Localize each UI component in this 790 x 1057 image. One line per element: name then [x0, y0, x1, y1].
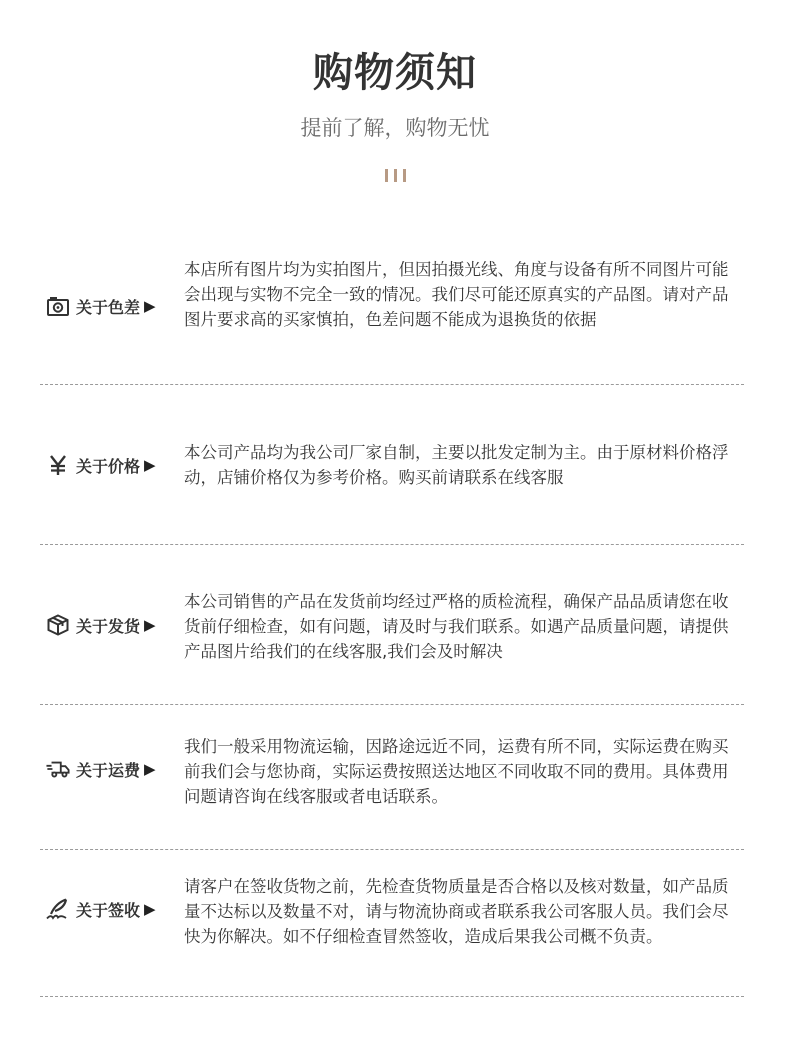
section-label	[46, 897, 156, 921]
section-text: 请客户在签收货物之前，先检查货物质量是否合格以及核对数量，如产品质量不达标以及数量不对，请与物流协商或者联系我公司客服人员。我们会尽快为你解决。如不仔细检查冒然签收，造成后果我公司概不负责。	[184, 877, 729, 946]
accent-bars-decoration	[380, 169, 410, 183]
section-label	[46, 613, 156, 637]
yen-icon	[46, 454, 70, 476]
section-label-text: 关于发货	[76, 616, 141, 636]
section-text: 本公司销售的产品在发货前均经过严格的质检流程，确保产品品质请您在收货前仔细检查，如有问题，请及时与我们联系。如遇产品质量问题，请提供产品图片给我们的在线客服,我们会及时解决	[184, 592, 729, 661]
dashed-divider	[40, 704, 744, 705]
camera-icon	[46, 295, 70, 317]
section-label	[46, 294, 156, 318]
play-arrow-icon: ▶	[144, 456, 156, 474]
dashed-divider	[40, 384, 744, 385]
section-label	[46, 453, 156, 477]
section-label-text: 关于运费	[76, 760, 141, 780]
dashed-divider	[40, 996, 744, 997]
section-text: 我们一般采用物流运输，因路途远近不同，运费有所不同，实际运费在购买前我们会与您协商，实际运费按照送达地区不同收取不同的费用。具体费用问题请咨询在线客服或者电话联系。	[184, 737, 729, 806]
section-label-text: 关于价格	[76, 456, 141, 476]
accent-bar	[394, 169, 397, 182]
play-arrow-icon: ▶	[144, 616, 156, 634]
dashed-divider	[40, 849, 744, 850]
section-label	[46, 757, 156, 781]
section-label-text: 关于色差	[76, 297, 141, 317]
accent-bar	[403, 169, 406, 182]
dashed-divider	[40, 544, 744, 545]
package-icon	[46, 614, 70, 636]
signature-icon	[46, 898, 70, 920]
play-arrow-icon: ▶	[144, 760, 156, 778]
page-title: 购物须知	[313, 50, 477, 96]
section-text: 本公司产品均为我公司厂家自制，主要以批发定制为主。由于原材料价格浮动，店铺价格仅为参考价格。购买前请联系在线客服	[184, 443, 729, 487]
play-arrow-icon: ▶	[144, 900, 156, 918]
section-text: 本店所有图片均为实拍图片，但因拍摄光线、角度与设备有所不同图片可能会出现与实物不完全一致的情况。我们尽可能还原真实的产品图。请对产品图片要求高的买家慎拍，色差问题不能成为退换货的依据	[184, 260, 729, 329]
play-arrow-icon: ▶	[144, 297, 156, 315]
truck-icon	[46, 758, 70, 780]
page-subtitle: 提前了解，购物无忧	[300, 116, 490, 140]
section-label-text: 关于签收	[76, 900, 141, 920]
accent-bar	[385, 169, 388, 182]
